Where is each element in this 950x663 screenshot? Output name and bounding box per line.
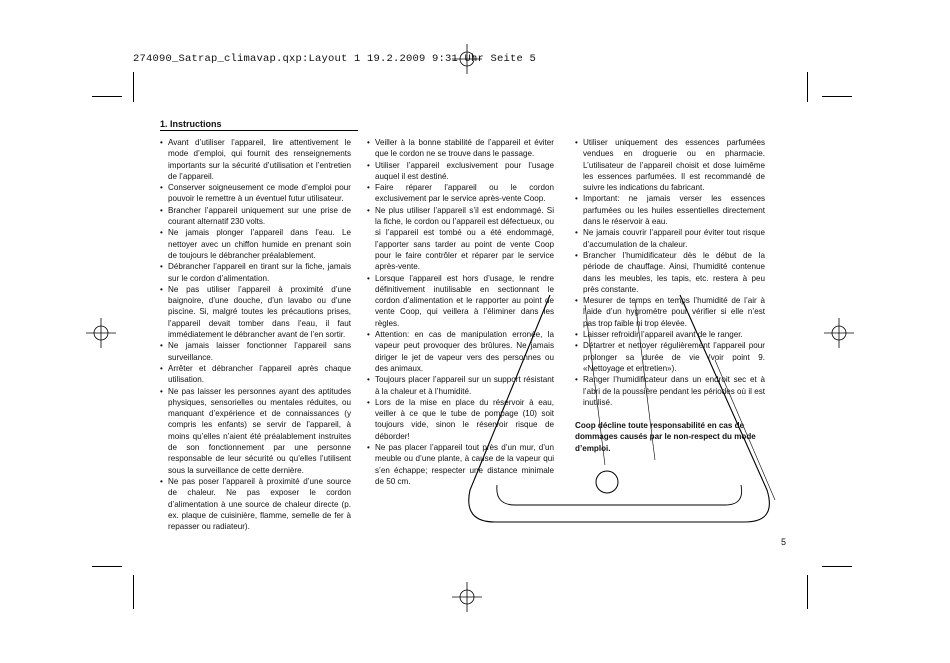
text-column-1 bbox=[160, 137, 351, 532]
instruction-item: • Ne jamais laisser fonctionner l’appareil sans surveillance. bbox=[160, 340, 351, 363]
instruction-item: • Ne pas laisser les personnes ayant des aptitudes physiques, sensorielles ou mentales réduites, ou manquant d’expérience et de connaissances (y compris les enfants) se servir de l’appareil, à moins qu’elles n’aient été préalablement instruites de son fonctionnement par une personne responsable de leur sécurité ou qu’elles l’utilisent sous la surveillance de cette dernière. bbox=[160, 386, 351, 476]
crop-mark-top-right-v bbox=[807, 72, 808, 102]
crop-mark-bottom-left-v bbox=[133, 575, 134, 609]
crop-mark-bottom-left-h bbox=[92, 566, 122, 567]
instruction-item: • Conserver soigneusement ce mode d’emploi pour pouvoir le remettre à un éventuel futur utilisateur. bbox=[160, 182, 351, 205]
instruction-item: • Toujours placer l’appareil sur un support résistant à la chaleur et à l’humidité. bbox=[367, 374, 554, 397]
instruction-item: • Ne jamais plonger l’appareil dans l’eau. Le nettoyer avec un chiffon humide en prenant soin de toujours le débrancher préalablement. bbox=[160, 227, 351, 261]
liability-disclaimer: Coop décline toute responsabilité en cas de dommages causés par le non-respect du mode d’emploi. bbox=[575, 421, 756, 453]
crop-mark-bottom-right-h bbox=[822, 566, 852, 567]
instruction-item: • Attention: en cas de manipulation erronée, la vapeur peut provoquer des brûlures. Ne jamais diriger le jet de vapeur vers des personnes ou des animaux. bbox=[367, 329, 554, 374]
instruction-item: • Mesurer de temps en temps l’humidité de l’air à l’aide d’un hygromètre pour vérifier si elle n’est pas trop faible ni trop élevée. bbox=[575, 295, 765, 329]
crop-mark-top-left-v bbox=[133, 72, 134, 102]
instruction-item: • Débrancher l’appareil en tirant sur la fiche, jamais sur le cordon d’alimentation. bbox=[160, 261, 351, 284]
instruction-item: • Ne pas utiliser l’appareil à proximité d’une baignoire, d’une douche, d’un lavabo ou d’une piscine. Si, malgré toutes les précautions prises, l’appareil devait tomber dans l’eau, il faut immédiatement le débrancher avant de l’en sortir. bbox=[160, 284, 351, 340]
crop-mark-bottom-right-v bbox=[807, 575, 808, 609]
instruction-item: • Détartrer et nettoyer régulièrement l’appareil pour prolonger sa durée de vie (voir point 9. «Nettoyage et entretien»). bbox=[575, 340, 765, 374]
instruction-item: • Utiliser l’appareil exclusivement pour l’usage auquel il est destiné. bbox=[367, 160, 554, 183]
instruction-item: • Lors de la mise en place du réservoir à eau, veiller à ce que le tube de pompage (10) soit toujours vide, sinon le réservoir risque de déborder! bbox=[367, 397, 554, 442]
registration-mark-top-icon bbox=[452, 44, 482, 74]
instruction-item: • Ranger l’humidificateur dans un endroit sec et à l’abri de la poussière pendant les périodes où il est inutilisé. bbox=[575, 374, 765, 408]
page-number: 5 bbox=[781, 537, 787, 547]
instruction-item: • Ne pas poser l’appareil à proximité d’une source de chaleur. Ne pas exposer le cordon d’alimentation à une source de chaleur directe (p. ex. plaque de cuisinière, flamme, semelle de fer à repasser ou radiateur). bbox=[160, 476, 351, 532]
print-slug-header: 274090_Satrap_climavap.qxp:Layout 1 19.2.2009 9:31 Uhr Seite 5 bbox=[133, 53, 537, 65]
instruction-item: • Avant d’utiliser l’appareil, lire attentivement le mode d’emploi, qui fournit des renseignements importants sur la sécurité d’utilisation et l’entretien de l’appareil. bbox=[160, 137, 351, 182]
text-column-3 bbox=[575, 137, 765, 454]
instruction-item: • Ne plus utiliser l’appareil s’il est endommagé. Si la fiche, le cordon ou l’appareil est défectueux, ou si l’appareil est tombé ou a été endommagé, l’apporter sans tarder au point de vente Coop pour le faire contrôler et réparer par le service après-vente. bbox=[367, 205, 554, 273]
registration-mark-left-icon bbox=[86, 318, 116, 348]
instruction-item: • Veiller à la bonne stabilité de l’appareil et éviter que le cordon ne se trouve dans le passage. bbox=[367, 137, 554, 160]
section-title: 1. Instructions bbox=[160, 119, 358, 131]
instruction-item: • Arrêter et débrancher l’appareil après chaque utilisation. bbox=[160, 363, 351, 386]
instruction-item: • Faire réparer l’appareil ou le cordon exclusivement par le service après-vente Coop. bbox=[367, 182, 554, 205]
text-column-2 bbox=[367, 137, 554, 487]
registration-mark-right-icon bbox=[824, 318, 854, 348]
crop-mark-top-left-h bbox=[92, 96, 122, 97]
crop-mark-top-right-h bbox=[822, 96, 852, 97]
instruction-item: • Ne pas placer l’appareil tout près d’un mur, d’un meuble ou d’une plante, à cause de la vapeur qui s’en échappe; respecter une distance minimale de 50 cm. bbox=[367, 442, 554, 487]
instruction-item: • Lorsque l’appareil est hors d’usage, le rendre définitivement inutilisable en sectionnant le cordon d’alimentation et le rapporter au point de vente Coop, qui veillera à l’éliminer dans les règles. bbox=[367, 273, 554, 329]
registration-mark-bottom-icon bbox=[452, 582, 482, 612]
instruction-item: • Laisser refroidir l’appareil avant de le ranger. bbox=[575, 329, 765, 340]
instruction-item: • Utiliser uniquement des essences parfumées vendues en droguerie ou en pharmacie. L’utilisateur de l’appareil choisit et dose luimême les essences parfumées. Il est recommandé de suivre les indications du fabricant. bbox=[575, 137, 765, 193]
instruction-item: • Brancher l’humidificateur dès le début de la période de chauffage. Ainsi, l’humidité contenue dans les meubles, les tapis, etc. restera à peu près constante. bbox=[575, 250, 765, 295]
instruction-item: • Important: ne jamais verser les essences parfumées ou les huiles essentielles directement dans le réservoir à eau. bbox=[575, 193, 765, 227]
instruction-item: • Ne jamais couvrir l’appareil pour éviter tout risque d’accumulation de la chaleur. bbox=[575, 227, 765, 250]
instruction-item: • Brancher l’appareil uniquement sur une prise de courant alternatif 230 volts. bbox=[160, 205, 351, 228]
